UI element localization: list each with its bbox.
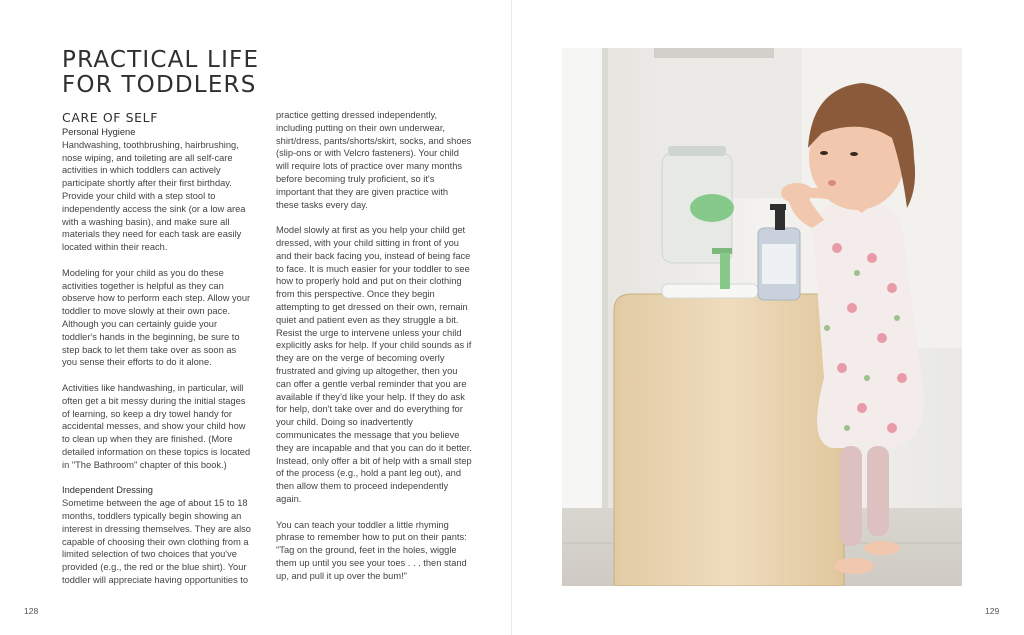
photo-toddler-at-sink [562,48,962,586]
text-column-2 [276,109,472,582]
section-heading: CARE OF SELF [62,110,159,125]
paragraph: practice getting dressed independently, including putting on their own underwear, shirt/dress, pants/shorts/skirt, socks, and shoes (slip-ons or with Velcro fasteners). Your child will require lots of practice over many months before becoming truly proficient, so it's important that they are given practice with these tasks every day. [276,110,472,210]
text-column-1 [62,110,252,587]
paragraph: You can teach your toddler a little rhyming phrase to remember how to put on their pants: "Tag on the ground, feet in the holes, wiggle them up until you see your toes . . . then stand up, and pull it up over the bum!" [276,519,467,581]
paragraph: Modeling for your child as you do these activities together is helpful as they can observe how to perform each step. Allow your toddler to move slowly at their own pace. Although you can certainly guide your toddler's hands in the beginning, be sure to step back to let them take over as soon as you sense their efforts to do it alone. [62,267,251,368]
page-number-right: 129 [985,606,1000,616]
page-number-left: 128 [24,606,39,616]
paragraph: Handwashing, toothbrushing, hairbrushing, nose wiping, and toileting are all self-care activities in which toddlers can actively participate shortly after their first birthday. Provide your child with a step stool to independently access the sink (or a low area with a washing basin), and make sure all materials they need for each task are easily located within their reach. [62,139,246,253]
photo-illustration [562,48,962,586]
subheading-independent-dressing: Independent Dressing [62,485,153,496]
subheading-personal-hygiene: Personal Hygiene [62,127,136,137]
chapter-title: PRACTICAL LIFE FOR TODDLERS [62,47,260,98]
paragraph: Sometime between the age of about 15 to 18 months, toddlers typically begin showing an interest in dressing themselves. They are also capable of choosing their own clothing from a limited selection of two choices that you've provided (e.g., the red or the blue shirt). Your toddler will appreciate having opportunities to [62,498,251,585]
paragraph: Model slowly at first as you help your child get dressed, with your child sitting in front of you and their back facing you, instead of being face to face. It is much easier for your toddler to see how to properly hold and put on their clothing from this perspective. Once they begin attempting to get dressed on their own, remain quiet and patient even as they struggle a bit. Resist the urge to intervene unless your child explicitly asks for help. If your child sounds as if they are on the verge of becoming overly frustrated and giving up altogether, then you can offer a gentle verbal reminder that you are available if they'd like your help. If they do ask for help, don't take over and do everything for your child. Doing so inadvertently communicates the message that you believe they are incapable and that you can do it better. Instead, only offer a bit of help with a small step of the process (e.g., hold a pant leg out), and then allow them to proceed independently again. [276,225,472,504]
paragraph: Activities like handwashing, in particular, will often get a bit messy during the initial stages of learning, so keep a dry towel handy for accidental messes, and show your child how to clean up when they are finished. (More detailed information on these topics is located in "The Bathroom" chapter of this book.) [62,382,251,470]
